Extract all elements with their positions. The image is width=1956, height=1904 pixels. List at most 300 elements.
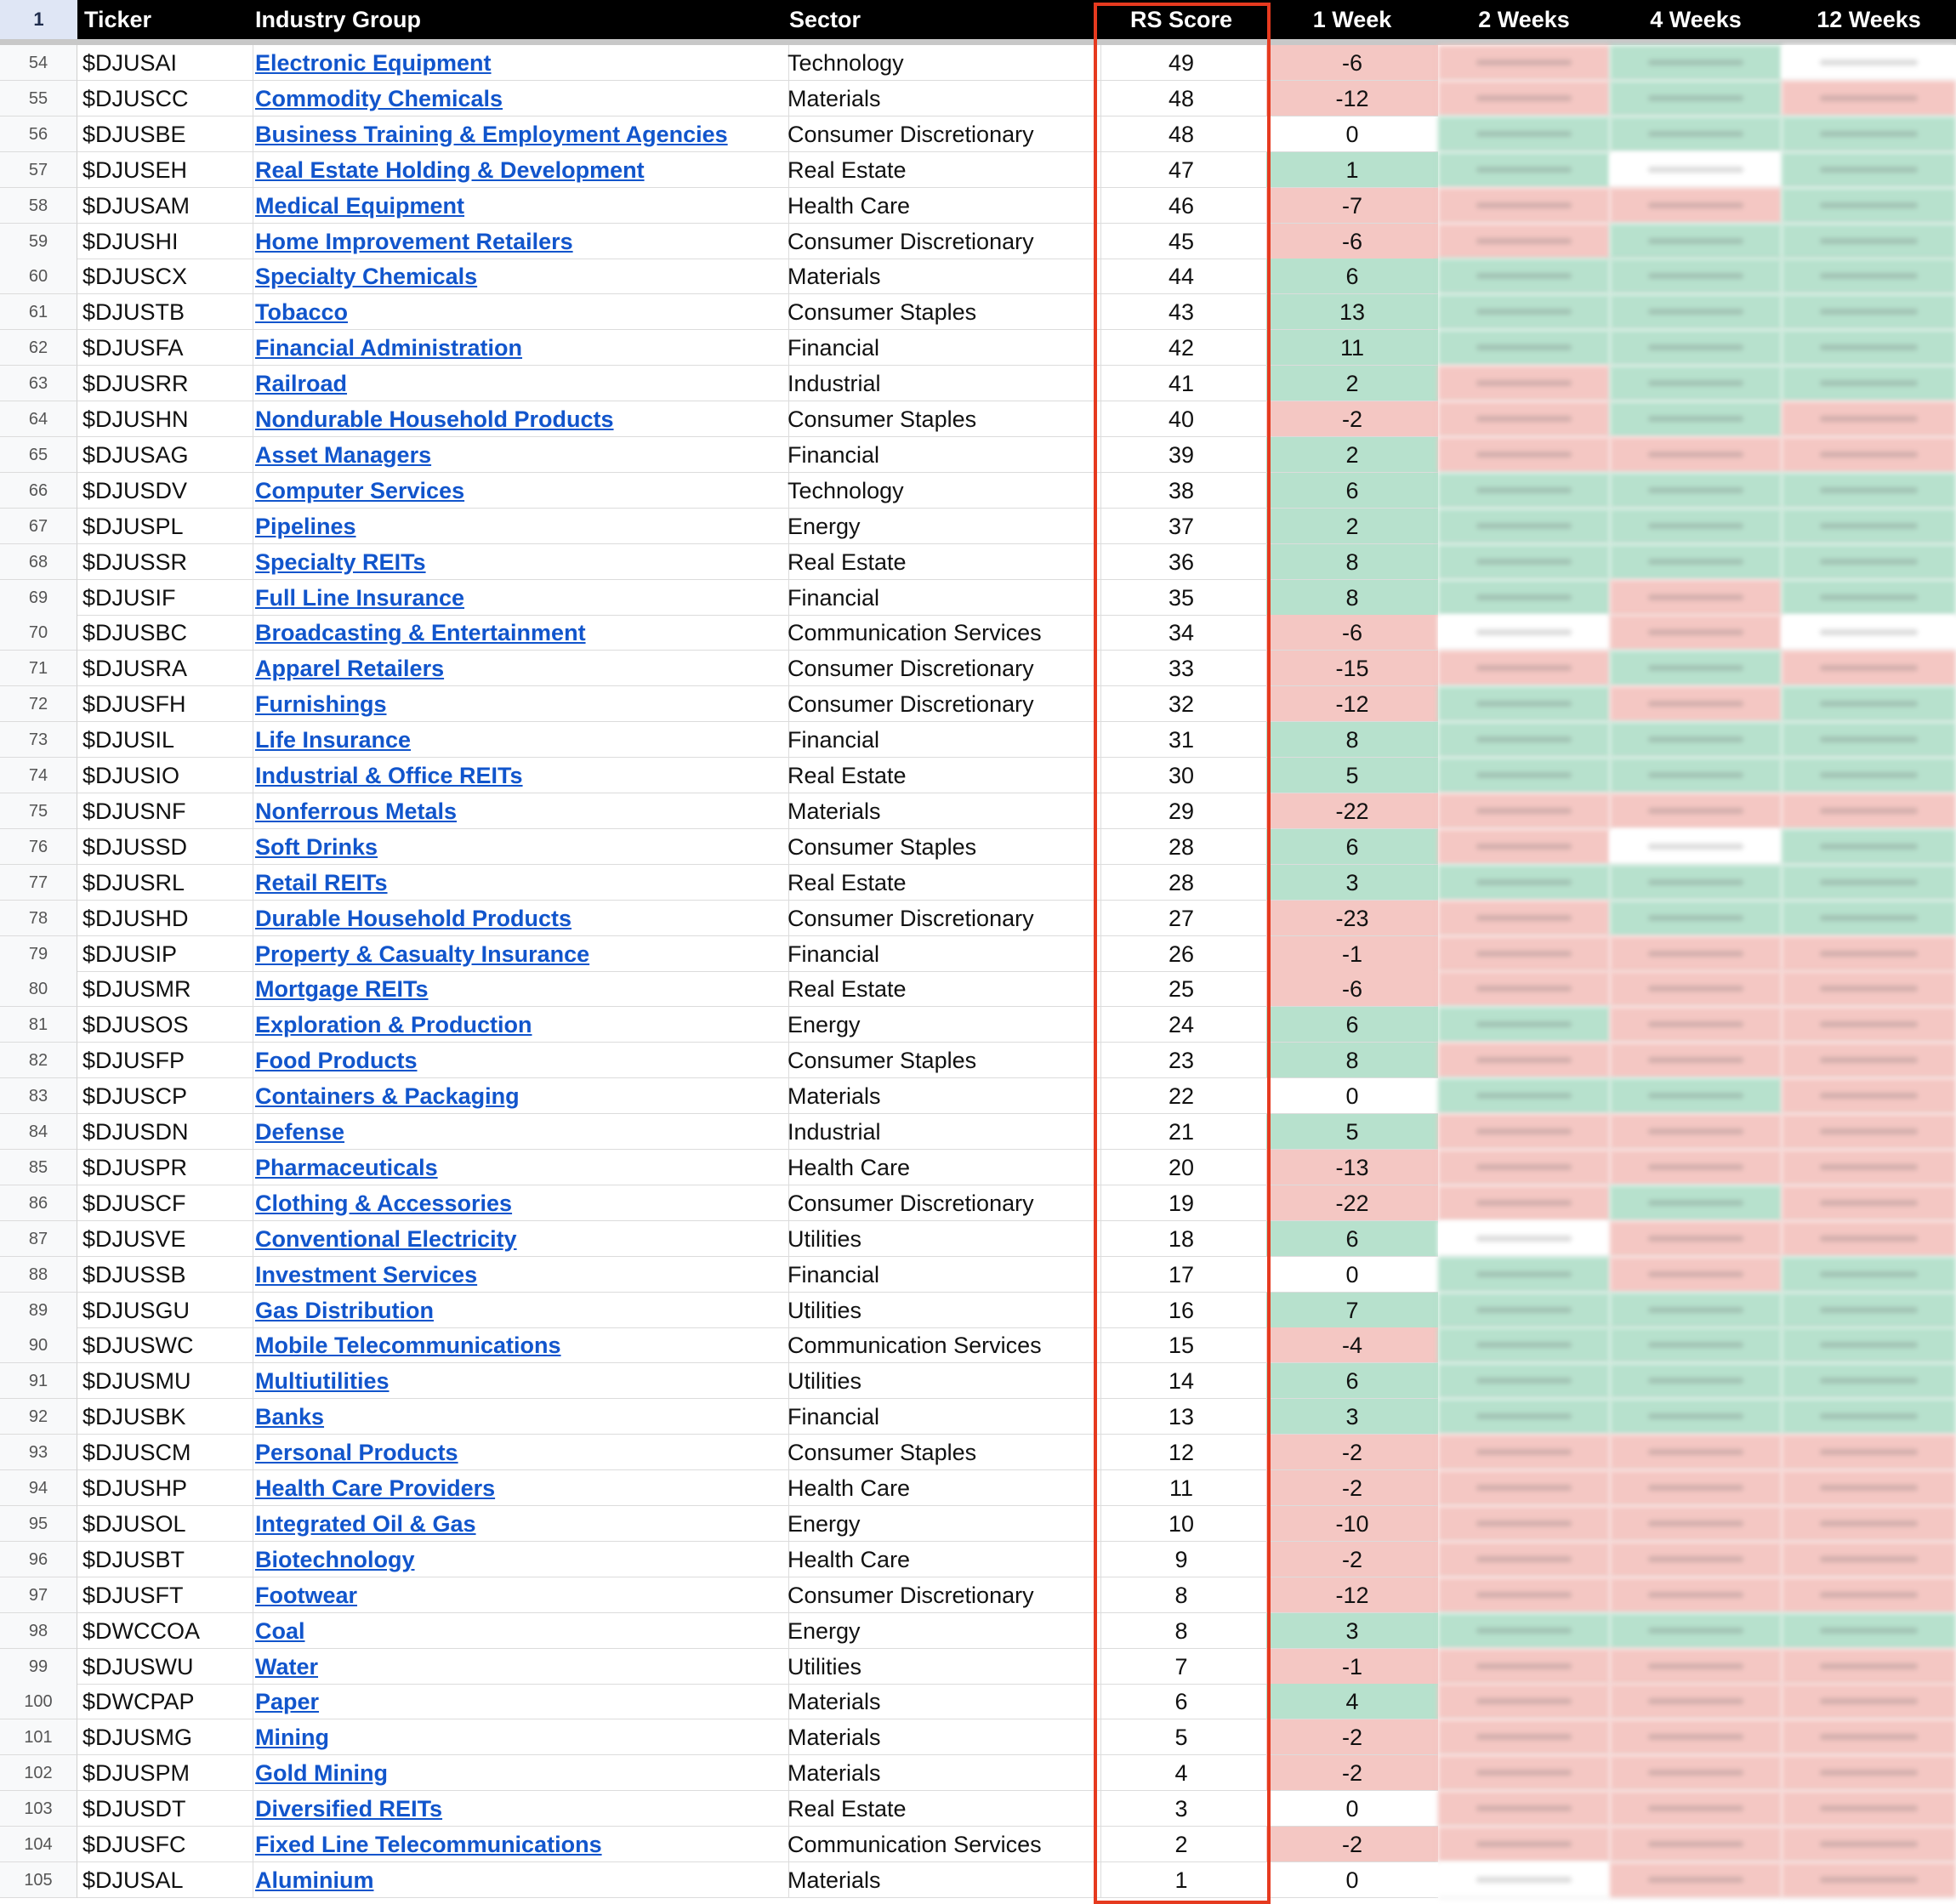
week-12-change-cell-blurred[interactable] [1782, 401, 1956, 437]
rs-score-cell[interactable]: 49 [1096, 45, 1266, 81]
week-12-change-cell-blurred[interactable] [1782, 793, 1956, 829]
industry-group-link[interactable]: Property & Casualty Insurance [255, 941, 590, 967]
week-4-change-cell-blurred[interactable] [1610, 330, 1782, 366]
week-1-change-cell[interactable]: -2 [1266, 1827, 1438, 1862]
ticker-cell[interactable]: $DJUSSB [77, 1257, 253, 1293]
industry-group-cell[interactable] [248, 437, 789, 473]
industry-group-link[interactable]: Life Insurance [255, 727, 412, 753]
ticker-cell[interactable]: $DJUSFH [77, 686, 253, 722]
week-4-change-cell-blurred[interactable] [1610, 1755, 1782, 1791]
industry-group-cell[interactable] [248, 152, 789, 188]
ticker-cell[interactable]: $DJUSNF [77, 793, 253, 829]
industry-group-cell[interactable] [248, 1506, 789, 1542]
week-1-change-cell[interactable]: 6 [1266, 1221, 1438, 1257]
week-2-change-cell-blurred[interactable] [1438, 117, 1610, 152]
industry-group-cell[interactable] [248, 758, 789, 793]
sector-cell[interactable]: Health Care [782, 1150, 1101, 1185]
week-4-change-cell-blurred[interactable] [1610, 722, 1782, 758]
industry-group-cell[interactable] [248, 1613, 789, 1649]
week-2-change-cell-blurred[interactable] [1438, 1007, 1610, 1043]
industry-group-link[interactable]: Asset Managers [255, 441, 432, 468]
week-4-change-cell-blurred[interactable] [1610, 1221, 1782, 1257]
industry-group-link[interactable]: Integrated Oil & Gas [255, 1510, 476, 1537]
row-number[interactable]: 73 [0, 722, 77, 758]
week-2-change-cell-blurred[interactable] [1438, 294, 1610, 330]
week-4-change-cell-blurred[interactable] [1610, 401, 1782, 437]
week-1-change-cell[interactable]: -2 [1266, 1470, 1438, 1506]
industry-group-cell[interactable] [248, 1649, 789, 1685]
week-1-change-cell[interactable]: 0 [1266, 1862, 1438, 1898]
week-1-change-cell[interactable]: 5 [1266, 1114, 1438, 1150]
week-4-change-cell-blurred[interactable] [1610, 901, 1782, 936]
week-12-change-cell-blurred[interactable] [1782, 1470, 1956, 1506]
industry-group-link[interactable]: Nonferrous Metals [255, 798, 458, 824]
week-12-change-cell-blurred[interactable] [1782, 188, 1956, 224]
industry-group-link[interactable]: Broadcasting & Entertainment [255, 620, 586, 646]
sector-cell[interactable]: Utilities [782, 1363, 1101, 1399]
industry-group-link[interactable]: Pharmaceuticals [255, 1154, 438, 1180]
industry-group-link[interactable]: Clothing & Accessories [255, 1190, 513, 1216]
sector-cell[interactable]: Consumer Staples [782, 294, 1101, 330]
ticker-cell[interactable]: $DJUSBC [77, 615, 253, 651]
industry-group-cell[interactable] [248, 971, 789, 1007]
sector-cell[interactable]: Consumer Staples [782, 1043, 1101, 1078]
week-12-change-cell-blurred[interactable] [1782, 437, 1956, 473]
row-number[interactable]: 67 [0, 509, 77, 544]
week-2-change-cell-blurred[interactable] [1438, 1185, 1610, 1221]
rs-score-cell[interactable]: 42 [1096, 330, 1266, 366]
week-1-change-cell[interactable]: 3 [1266, 865, 1438, 901]
industry-group-link[interactable]: Mobile Telecommunications [255, 1333, 561, 1359]
week-2-change-cell-blurred[interactable] [1438, 758, 1610, 793]
week-2-change-cell-blurred[interactable] [1438, 722, 1610, 758]
rs-score-cell[interactable]: 26 [1096, 936, 1266, 972]
ticker-cell[interactable]: $DJUSAM [77, 188, 253, 224]
ticker-cell[interactable]: $DJUSMU [77, 1363, 253, 1399]
ticker-cell[interactable]: $DJUSCX [77, 259, 253, 294]
rs-score-cell[interactable]: 48 [1096, 117, 1266, 152]
week-2-change-cell-blurred[interactable] [1438, 1791, 1610, 1827]
week-4-change-cell-blurred[interactable] [1610, 224, 1782, 259]
industry-group-cell[interactable] [248, 1542, 789, 1577]
week-12-change-cell-blurred[interactable] [1782, 1719, 1956, 1755]
week-12-change-cell-blurred[interactable] [1782, 758, 1956, 793]
week-1-change-cell[interactable]: 6 [1266, 259, 1438, 294]
week-2-change-cell-blurred[interactable] [1438, 1363, 1610, 1399]
row-number[interactable]: 89 [0, 1293, 77, 1328]
rs-score-cell[interactable]: 28 [1096, 865, 1266, 901]
sector-cell[interactable]: Communication Services [782, 1327, 1101, 1363]
week-2-change-cell-blurred[interactable] [1438, 651, 1610, 686]
week-12-change-cell-blurred[interactable] [1782, 1827, 1956, 1862]
week-12-change-cell-blurred[interactable] [1782, 1150, 1956, 1185]
sector-cell[interactable]: Consumer Staples [782, 401, 1101, 437]
week-2-change-cell-blurred[interactable] [1438, 1542, 1610, 1577]
week-12-change-cell-blurred[interactable] [1782, 722, 1956, 758]
week-1-change-cell[interactable]: -2 [1266, 401, 1438, 437]
industry-group-link[interactable]: Food Products [255, 1048, 418, 1074]
sector-cell[interactable]: Communication Services [782, 1827, 1101, 1862]
rs-score-cell[interactable]: 3 [1096, 1791, 1266, 1827]
week-12-change-cell-blurred[interactable] [1782, 1862, 1956, 1898]
industry-group-cell[interactable] [248, 901, 789, 936]
ticker-cell[interactable]: $DJUSDV [77, 473, 253, 509]
industry-group-link[interactable]: Furnishings [255, 691, 387, 718]
ticker-cell[interactable]: $DWCPAP [77, 1684, 253, 1719]
week-2-change-cell-blurred[interactable] [1438, 1114, 1610, 1150]
row-number[interactable]: 104 [0, 1827, 77, 1862]
sector-cell[interactable]: Materials [782, 1862, 1101, 1898]
header-row-number[interactable]: 1 [0, 0, 77, 39]
industry-group-link[interactable]: Financial Administration [255, 335, 523, 361]
row-number[interactable]: 85 [0, 1150, 77, 1185]
industry-group-cell[interactable] [248, 117, 789, 152]
row-number[interactable]: 55 [0, 81, 77, 117]
rs-score-cell[interactable]: 40 [1096, 401, 1266, 437]
week-1-change-cell[interactable]: -2 [1266, 1435, 1438, 1470]
week-1-change-cell[interactable]: -2 [1266, 1719, 1438, 1755]
rs-score-cell[interactable]: 11 [1096, 1470, 1266, 1506]
week-2-change-cell-blurred[interactable] [1438, 45, 1610, 81]
row-number[interactable]: 76 [0, 829, 77, 865]
industry-group-cell[interactable] [248, 544, 789, 580]
week-12-change-cell-blurred[interactable] [1782, 829, 1956, 865]
week-2-change-cell-blurred[interactable] [1438, 580, 1610, 616]
week-4-change-cell-blurred[interactable] [1610, 45, 1782, 81]
rs-score-cell[interactable]: 29 [1096, 793, 1266, 829]
sector-cell[interactable]: Real Estate [782, 865, 1101, 901]
week-12-change-cell-blurred[interactable] [1782, 1363, 1956, 1399]
week-1-change-cell[interactable]: -1 [1266, 936, 1438, 972]
industry-group-cell[interactable] [248, 1755, 789, 1791]
ticker-cell[interactable]: $DJUSOL [77, 1506, 253, 1542]
ticker-cell[interactable]: $DJUSDT [77, 1791, 253, 1827]
week-2-change-cell-blurred[interactable] [1438, 1078, 1610, 1114]
industry-group-link[interactable]: Real Estate Holding & Development [255, 156, 645, 183]
industry-group-cell[interactable] [248, 1078, 789, 1114]
sector-cell[interactable]: Consumer Staples [782, 1435, 1101, 1470]
ticker-cell[interactable]: $DJUSFC [77, 1827, 253, 1862]
week-4-change-cell-blurred[interactable] [1610, 294, 1782, 330]
week-1-change-cell[interactable]: -12 [1266, 1577, 1438, 1613]
industry-group-cell[interactable] [248, 1435, 789, 1470]
week-2-change-cell-blurred[interactable] [1438, 1150, 1610, 1185]
week-1-change-cell[interactable]: -7 [1266, 188, 1438, 224]
industry-group-cell[interactable] [248, 936, 789, 972]
week-1-change-cell[interactable]: -10 [1266, 1506, 1438, 1542]
week-4-change-cell-blurred[interactable] [1610, 1043, 1782, 1078]
week-1-change-cell[interactable]: -2 [1266, 1755, 1438, 1791]
ticker-cell[interactable]: $DJUSAG [77, 437, 253, 473]
week-4-change-cell-blurred[interactable] [1610, 1577, 1782, 1613]
industry-group-link[interactable]: Containers & Packaging [255, 1083, 520, 1110]
sector-cell[interactable]: Real Estate [782, 758, 1101, 793]
industry-group-link[interactable]: Railroad [255, 371, 348, 397]
week-1-change-cell[interactable]: 3 [1266, 1399, 1438, 1435]
industry-group-cell[interactable] [248, 1114, 789, 1150]
row-number[interactable]: 84 [0, 1114, 77, 1150]
week-12-change-cell-blurred[interactable] [1782, 1684, 1956, 1719]
week-4-change-cell-blurred[interactable] [1610, 829, 1782, 865]
industry-group-link[interactable]: Fixed Line Telecommunications [255, 1832, 602, 1857]
week-2-change-cell-blurred[interactable] [1438, 401, 1610, 437]
industry-group-link[interactable]: Specialty Chemicals [255, 264, 478, 290]
industry-group-cell[interactable] [248, 686, 789, 722]
week-12-change-cell-blurred[interactable] [1782, 1221, 1956, 1257]
header-sector[interactable]: Sector [789, 7, 861, 32]
week-4-change-cell-blurred[interactable] [1610, 1150, 1782, 1185]
industry-group-cell[interactable] [248, 1150, 789, 1185]
rs-score-cell[interactable]: 47 [1096, 152, 1266, 188]
row-number[interactable]: 72 [0, 686, 77, 722]
week-2-change-cell-blurred[interactable] [1438, 437, 1610, 473]
week-1-change-cell[interactable]: 8 [1266, 580, 1438, 616]
rs-score-cell[interactable]: 8 [1096, 1577, 1266, 1613]
week-4-change-cell-blurred[interactable] [1610, 1470, 1782, 1506]
week-12-change-cell-blurred[interactable] [1782, 651, 1956, 686]
sector-cell[interactable]: Health Care [782, 1470, 1101, 1506]
header-industry-group[interactable]: Industry Group [255, 7, 421, 32]
sector-cell[interactable]: Consumer Discretionary [782, 224, 1101, 259]
ticker-cell[interactable]: $DJUSCP [77, 1078, 253, 1114]
industry-group-link[interactable]: Investment Services [255, 1261, 478, 1287]
week-4-change-cell-blurred[interactable] [1610, 1542, 1782, 1577]
ticker-cell[interactable]: $DJUSIL [77, 722, 253, 758]
header-12-weeks[interactable]: 12 Weeks [1817, 7, 1921, 32]
industry-group-link[interactable]: Computer Services [255, 477, 465, 503]
rs-score-cell[interactable]: 9 [1096, 1542, 1266, 1577]
week-4-change-cell-blurred[interactable] [1610, 1613, 1782, 1649]
week-1-change-cell[interactable]: 3 [1266, 1613, 1438, 1649]
week-4-change-cell-blurred[interactable] [1610, 936, 1782, 972]
industry-group-link[interactable]: Specialty REITs [255, 548, 426, 575]
week-4-change-cell-blurred[interactable] [1610, 615, 1782, 651]
sector-cell[interactable]: Consumer Discretionary [782, 901, 1101, 936]
rs-score-cell[interactable]: 21 [1096, 1114, 1266, 1150]
industry-group-link[interactable]: Exploration & Production [255, 1012, 532, 1038]
sector-cell[interactable]: Health Care [782, 1542, 1101, 1577]
row-number[interactable]: 59 [0, 224, 77, 259]
ticker-cell[interactable]: $DJUSIP [77, 936, 253, 972]
row-number[interactable]: 62 [0, 330, 77, 366]
rs-score-cell[interactable]: 43 [1096, 294, 1266, 330]
week-2-change-cell-blurred[interactable] [1438, 829, 1610, 865]
rs-score-cell[interactable]: 15 [1096, 1327, 1266, 1363]
rs-score-cell[interactable]: 27 [1096, 901, 1266, 936]
week-4-change-cell-blurred[interactable] [1610, 1293, 1782, 1328]
sector-cell[interactable]: Materials [782, 1719, 1101, 1755]
industry-group-link[interactable]: Footwear [255, 1582, 358, 1608]
row-number[interactable]: 87 [0, 1221, 77, 1257]
week-12-change-cell-blurred[interactable] [1782, 1649, 1956, 1685]
week-2-change-cell-blurred[interactable] [1438, 1613, 1610, 1649]
sector-cell[interactable]: Utilities [782, 1221, 1101, 1257]
rs-score-cell[interactable]: 28 [1096, 829, 1266, 865]
industry-group-cell[interactable] [248, 1719, 789, 1755]
week-4-change-cell-blurred[interactable] [1610, 580, 1782, 616]
industry-group-cell[interactable] [248, 294, 789, 330]
sector-cell[interactable]: Industrial [782, 366, 1101, 401]
row-number[interactable]: 94 [0, 1470, 77, 1506]
row-number[interactable]: 63 [0, 366, 77, 401]
week-4-change-cell-blurred[interactable] [1610, 152, 1782, 188]
week-4-change-cell-blurred[interactable] [1610, 259, 1782, 294]
industry-group-link[interactable]: Retail REITs [255, 869, 388, 895]
week-2-change-cell-blurred[interactable] [1438, 615, 1610, 651]
sector-cell[interactable]: Consumer Staples [782, 829, 1101, 865]
week-2-change-cell-blurred[interactable] [1438, 473, 1610, 509]
week-12-change-cell-blurred[interactable] [1782, 81, 1956, 117]
sector-cell[interactable]: Materials [782, 1684, 1101, 1719]
rs-score-cell[interactable]: 19 [1096, 1185, 1266, 1221]
row-number[interactable]: 79 [0, 936, 77, 972]
industry-group-cell[interactable] [248, 722, 789, 758]
week-12-change-cell-blurred[interactable] [1782, 1007, 1956, 1043]
ticker-cell[interactable]: $DJUSOS [77, 1007, 253, 1043]
rs-score-cell[interactable]: 10 [1096, 1506, 1266, 1542]
week-12-change-cell-blurred[interactable] [1782, 330, 1956, 366]
week-1-change-cell[interactable]: 1 [1266, 152, 1438, 188]
rs-score-cell[interactable]: 8 [1096, 1613, 1266, 1649]
week-1-change-cell[interactable]: 8 [1266, 722, 1438, 758]
week-2-change-cell-blurred[interactable] [1438, 936, 1610, 972]
row-number[interactable]: 61 [0, 294, 77, 330]
week-2-change-cell-blurred[interactable] [1438, 1221, 1610, 1257]
industry-group-cell[interactable] [248, 366, 789, 401]
industry-group-link[interactable]: Apparel Retailers [255, 656, 445, 682]
week-1-change-cell[interactable]: -4 [1266, 1327, 1438, 1363]
week-1-change-cell[interactable]: 6 [1266, 473, 1438, 509]
row-number[interactable]: 93 [0, 1435, 77, 1470]
industry-group-link[interactable]: Defense [255, 1119, 345, 1145]
rs-score-cell[interactable]: 31 [1096, 722, 1266, 758]
week-2-change-cell-blurred[interactable] [1438, 1293, 1610, 1328]
sector-cell[interactable]: Real Estate [782, 1791, 1101, 1827]
row-number[interactable]: 78 [0, 901, 77, 936]
industry-group-link[interactable]: Business Training & Employment Agencies [255, 121, 728, 147]
row-number[interactable]: 57 [0, 152, 77, 188]
row-number[interactable]: 101 [0, 1719, 77, 1755]
week-4-change-cell-blurred[interactable] [1610, 971, 1782, 1007]
rs-score-cell[interactable]: 2 [1096, 1827, 1266, 1862]
row-number[interactable]: 99 [0, 1649, 77, 1685]
week-4-change-cell-blurred[interactable] [1610, 366, 1782, 401]
week-1-change-cell[interactable]: 0 [1266, 1791, 1438, 1827]
week-12-change-cell-blurred[interactable] [1782, 117, 1956, 152]
header-ticker[interactable]: Ticker [84, 7, 152, 32]
week-1-change-cell[interactable]: 8 [1266, 1043, 1438, 1078]
industry-group-link[interactable]: Medical Equipment [255, 192, 465, 219]
week-2-change-cell-blurred[interactable] [1438, 1043, 1610, 1078]
sector-cell[interactable]: Industrial [782, 1114, 1101, 1150]
sector-cell[interactable]: Utilities [782, 1293, 1101, 1328]
row-number[interactable]: 103 [0, 1791, 77, 1827]
week-2-change-cell-blurred[interactable] [1438, 971, 1610, 1007]
ticker-cell[interactable]: $DJUSFT [77, 1577, 253, 1613]
sector-cell[interactable]: Real Estate [782, 152, 1101, 188]
row-number[interactable]: 95 [0, 1506, 77, 1542]
rs-score-cell[interactable]: 30 [1096, 758, 1266, 793]
week-2-change-cell-blurred[interactable] [1438, 330, 1610, 366]
industry-group-link[interactable]: Full Line Insurance [255, 584, 465, 611]
ticker-cell[interactable]: $DJUSPL [77, 509, 253, 544]
industry-group-cell[interactable] [248, 1257, 789, 1293]
week-1-change-cell[interactable]: 4 [1266, 1684, 1438, 1719]
rs-score-cell[interactable]: 20 [1096, 1150, 1266, 1185]
week-2-change-cell-blurred[interactable] [1438, 509, 1610, 544]
week-2-change-cell-blurred[interactable] [1438, 1399, 1610, 1435]
week-2-change-cell-blurred[interactable] [1438, 1506, 1610, 1542]
rs-score-cell[interactable]: 7 [1096, 1649, 1266, 1685]
week-4-change-cell-blurred[interactable] [1610, 1363, 1782, 1399]
week-12-change-cell-blurred[interactable] [1782, 1114, 1956, 1150]
week-2-change-cell-blurred[interactable] [1438, 901, 1610, 936]
week-2-change-cell-blurred[interactable] [1438, 544, 1610, 580]
week-1-change-cell[interactable]: -6 [1266, 224, 1438, 259]
row-number[interactable]: 81 [0, 1007, 77, 1043]
week-4-change-cell-blurred[interactable] [1610, 793, 1782, 829]
rs-score-cell[interactable]: 23 [1096, 1043, 1266, 1078]
week-2-change-cell-blurred[interactable] [1438, 1684, 1610, 1719]
industry-group-cell[interactable] [248, 865, 789, 901]
industry-group-link[interactable]: Paper [255, 1689, 320, 1715]
industry-group-link[interactable]: Commodity Chemicals [255, 85, 503, 111]
sector-cell[interactable]: Real Estate [782, 971, 1101, 1007]
ticker-cell[interactable]: $DJUSFA [77, 330, 253, 366]
sector-cell[interactable]: Consumer Discretionary [782, 686, 1101, 722]
ticker-cell[interactable]: $DJUSHI [77, 224, 253, 259]
week-4-change-cell-blurred[interactable] [1610, 544, 1782, 580]
industry-group-cell[interactable] [248, 1577, 789, 1613]
rs-score-cell[interactable]: 39 [1096, 437, 1266, 473]
week-2-change-cell-blurred[interactable] [1438, 1470, 1610, 1506]
industry-group-cell[interactable] [248, 651, 789, 686]
sector-cell[interactable]: Financial [782, 936, 1101, 972]
ticker-cell[interactable]: $DJUSWC [77, 1327, 253, 1363]
week-4-change-cell-blurred[interactable] [1610, 758, 1782, 793]
week-12-change-cell-blurred[interactable] [1782, 152, 1956, 188]
sector-cell[interactable]: Financial [782, 1257, 1101, 1293]
industry-group-cell[interactable] [248, 615, 789, 651]
week-12-change-cell-blurred[interactable] [1782, 509, 1956, 544]
week-12-change-cell-blurred[interactable] [1782, 366, 1956, 401]
week-1-change-cell[interactable]: 6 [1266, 829, 1438, 865]
rs-score-cell[interactable]: 41 [1096, 366, 1266, 401]
week-4-change-cell-blurred[interactable] [1610, 1435, 1782, 1470]
week-1-change-cell[interactable]: -12 [1266, 686, 1438, 722]
sector-cell[interactable]: Financial [782, 1399, 1101, 1435]
rs-score-cell[interactable]: 38 [1096, 473, 1266, 509]
industry-group-cell[interactable] [248, 473, 789, 509]
week-2-change-cell-blurred[interactable] [1438, 686, 1610, 722]
industry-group-link[interactable]: Home Improvement Retailers [255, 228, 573, 254]
industry-group-cell[interactable] [248, 1791, 789, 1827]
week-2-change-cell-blurred[interactable] [1438, 1257, 1610, 1293]
week-12-change-cell-blurred[interactable] [1782, 1506, 1956, 1542]
week-12-change-cell-blurred[interactable] [1782, 615, 1956, 651]
industry-group-cell[interactable] [248, 1827, 789, 1862]
sector-cell[interactable]: Consumer Discretionary [782, 1185, 1101, 1221]
header-4-weeks[interactable]: 4 Weeks [1650, 7, 1742, 32]
industry-group-cell[interactable] [248, 1293, 789, 1328]
ticker-cell[interactable]: $DJUSAL [77, 1862, 253, 1898]
week-12-change-cell-blurred[interactable] [1782, 1043, 1956, 1078]
ticker-cell[interactable]: $DJUSRR [77, 366, 253, 401]
ticker-cell[interactable]: $DJUSRL [77, 865, 253, 901]
week-12-change-cell-blurred[interactable] [1782, 580, 1956, 616]
row-number[interactable]: 65 [0, 437, 77, 473]
industry-group-link[interactable]: Gas Distribution [255, 1297, 435, 1323]
